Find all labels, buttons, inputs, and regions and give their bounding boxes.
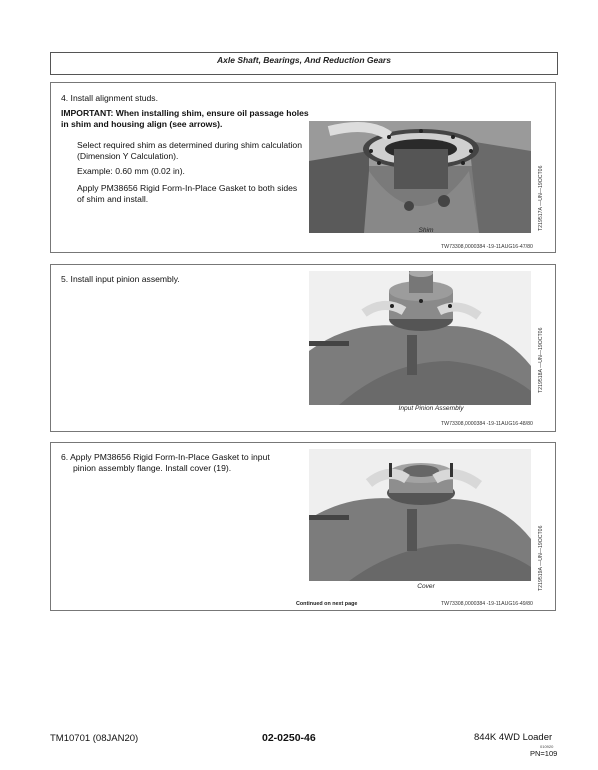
- step-5-caption: Input Pinion Assembly: [398, 405, 464, 412]
- header-rule-top: [50, 52, 558, 53]
- step-5-reference: TW73308,0000384 -19-11AUG16-48/80: [441, 421, 533, 427]
- step-panel-5: [50, 264, 556, 432]
- step-6-caption: Cover: [417, 583, 435, 590]
- step-6-image-code: T219519A —UN—19OCT06: [538, 525, 544, 591]
- header-rule-bottom: [50, 74, 558, 75]
- section-title: Axle Shaft, Bearings, And Reduction Gears: [217, 55, 391, 65]
- shim-photo: [309, 121, 531, 233]
- step-4-image-code: T219517A —UN—19OCT06: [538, 165, 544, 231]
- cover-photo-graphic: [309, 449, 531, 581]
- step-6-instruction-line-1: 6. Apply PM38656 Rigid Form-In-Place Gasket to input: [61, 452, 270, 462]
- footer-manual-id: TM10701 (08JAN20): [50, 733, 139, 744]
- step-6-reference: TW73308,0000384 -19-11AUG16-49/80: [441, 601, 533, 607]
- footer-small-code: 010920: [540, 744, 554, 749]
- step-4-important: [61, 108, 311, 129]
- step-panel-4: [50, 82, 556, 253]
- step-4-shim-selection: Select required shim as determined during shim calculation (Dimension Y Calculation).: [77, 140, 302, 161]
- step-6-instruction: [61, 452, 321, 473]
- step-5-instruction: 5. Install input pinion assembly.: [61, 274, 180, 284]
- continued-note: Continued on next page: [296, 601, 358, 607]
- step-4-instruction: 4. Install alignment studs.: [61, 93, 158, 103]
- step-4-reference: TW73308,0000384 -19-11AUG16-47/80: [441, 244, 533, 250]
- step-4-caption: Shim: [418, 227, 434, 234]
- footer-page-ref: 02-0250-46: [262, 732, 316, 744]
- footer-pn: PN=109: [530, 749, 558, 758]
- input-pinion-photo: [309, 271, 531, 405]
- step-4-important-text: IMPORTANT: When installing shim, ensure oil passage holes in shim and housing align (see arrows).: [61, 108, 309, 129]
- step-5-image-code: T219518A —UN—19OCT06: [538, 327, 544, 393]
- cover-photo: [309, 449, 531, 581]
- step-6-instruction-line-2: pinion assembly flange. Install cover (19).: [73, 462, 232, 473]
- step-panel-6: [50, 442, 556, 611]
- footer-model: 844K 4WD Loader: [474, 732, 553, 743]
- step-4-gasket: Apply PM38656 Rigid Form-In-Place Gasket to both sides of shim and install.: [77, 183, 298, 204]
- step-4-example: Example: 0.60 mm (0.02 in).: [77, 166, 185, 176]
- shim-photo-graphic: [309, 121, 531, 233]
- input-pinion-photo-graphic: [309, 271, 531, 405]
